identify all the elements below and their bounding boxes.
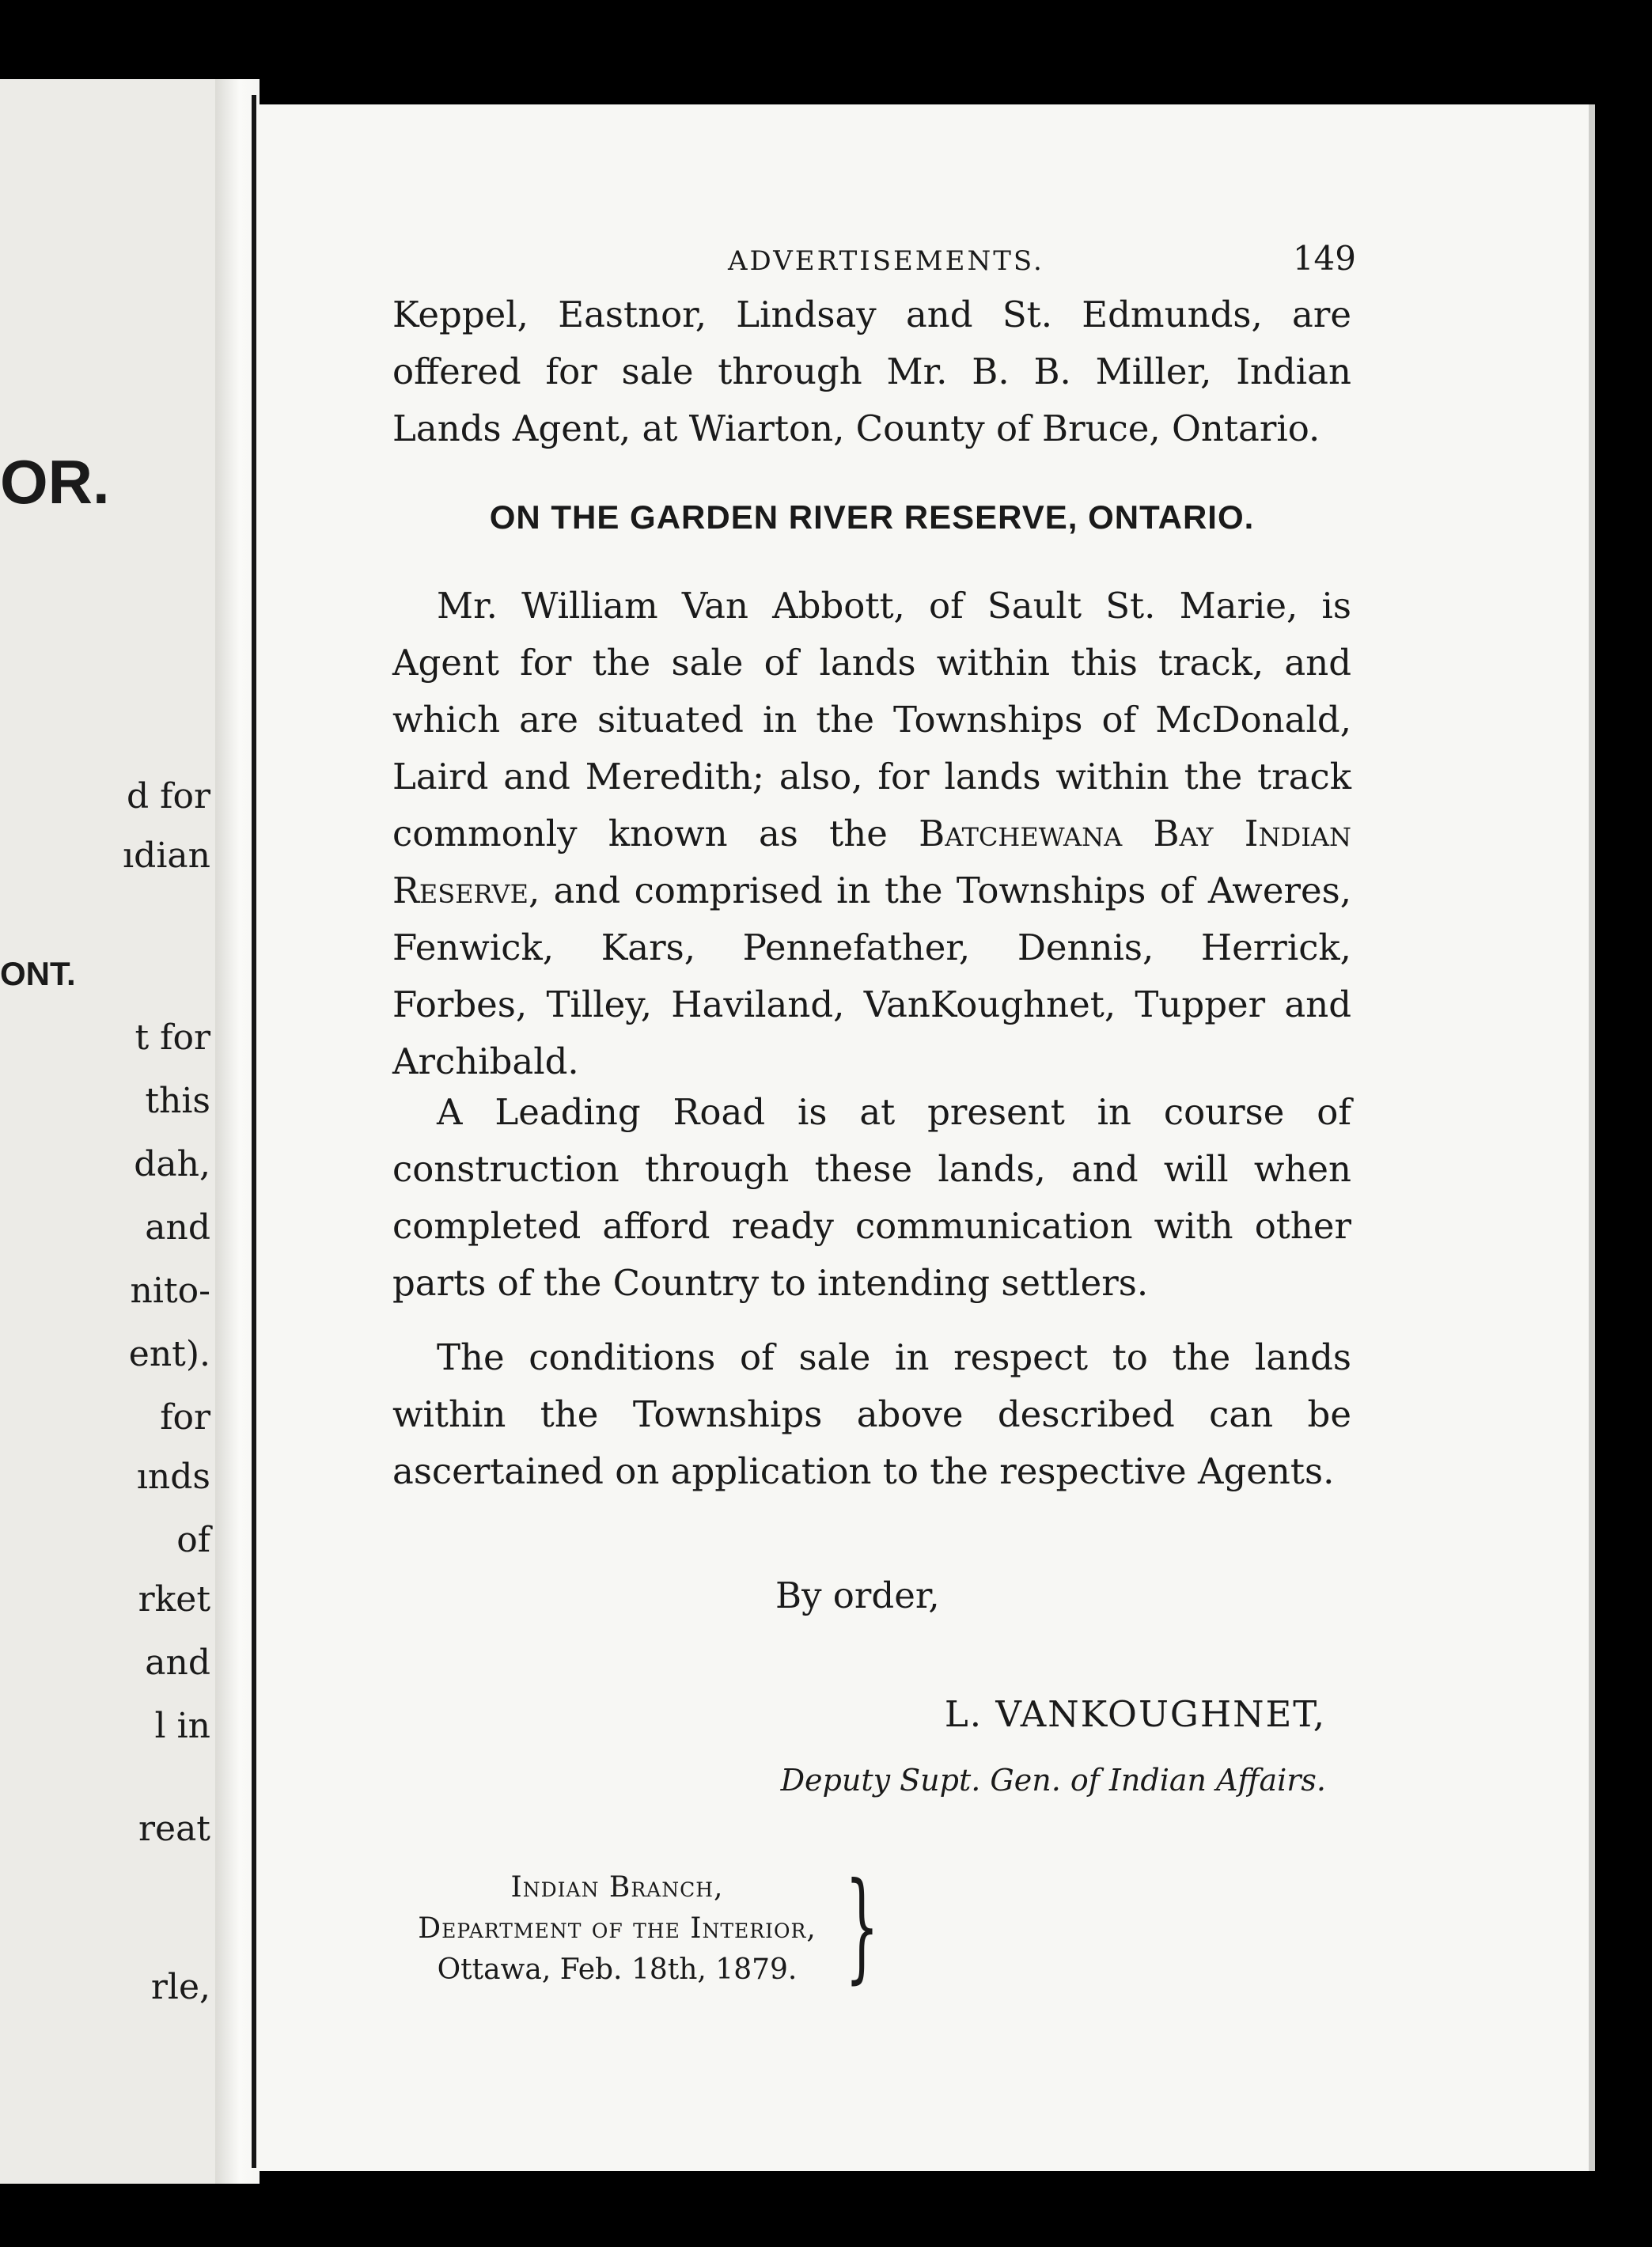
page-header (392, 237, 1356, 285)
signature-name: L. VANKOUGHNET, (944, 1693, 1326, 1735)
paragraph-conditions: The conditions of sale in respect to the lands within the Townships above described can be ascertained on application to the respective Agents. (392, 1336, 1351, 1492)
address-line-branch: Indian Branch, (510, 1871, 724, 1904)
paragraph-agent-text-b: , and comprised in the Townships of Aweres, Fenwick, Kars, Pennefather, Dennis, Herrick, Forbes, Tilley, Haviland, VanKoughnet, Tupper and Archibald. (392, 870, 1351, 1082)
by-order: By order, (775, 1574, 940, 1616)
facing-page-line: ONT. (0, 955, 76, 992)
address-brace: } (845, 1858, 879, 1995)
facing-page-line: of (176, 1520, 210, 1560)
facing-page-line: d for (127, 776, 210, 817)
facing-page-line: dah, (134, 1144, 210, 1184)
address-line-date: Ottawa, Feb. 18th, 1879. (437, 1953, 798, 1986)
facing-page-line: ıdian (123, 836, 210, 876)
address-block (388, 1867, 847, 1991)
facing-page-line: ınds (136, 1457, 210, 1497)
facing-page-line: ent). (128, 1334, 210, 1374)
facing-page-fragment (0, 79, 215, 2184)
page-edge (1589, 104, 1595, 2171)
facing-page-line: and (145, 1207, 210, 1248)
facing-page-line: reat (138, 1809, 210, 1849)
facing-page-line: OR. (0, 447, 110, 517)
facing-page-line: nito- (130, 1271, 210, 1311)
page-number: 149 (1292, 239, 1356, 278)
facing-page-line: t for (135, 1017, 210, 1058)
paragraph-agent (392, 578, 1351, 1090)
facing-page-line: rket (138, 1579, 210, 1620)
running-head: ADVERTISEMENTS. (728, 245, 1044, 277)
facing-page-line: for (160, 1397, 210, 1438)
facing-page-line: rle, (150, 1967, 210, 2007)
gutter-shadow-line (252, 95, 256, 2168)
facing-page-line: l in (154, 1706, 210, 1746)
section-heading: ON THE GARDEN RIVER RESERVE, ONTARIO. (489, 498, 1255, 536)
intro-paragraph: Keppel, Eastnor, Lindsay and St. Edmunds, are offered for sale through Mr. B. B. Miller, Indian Lands Agent, at Wiarton, County of Bruce, Ontario. (392, 294, 1351, 449)
paragraph-road: A Leading Road is at present in course of construction through these lands, and will when completed afford ready communication with other parts of the Country to intending settlers. (392, 1091, 1351, 1304)
facing-page-line: this (145, 1081, 210, 1121)
signature-title: Deputy Supt. Gen. of Indian Affairs. (780, 1763, 1326, 1798)
paragraph-agent-text-a: Mr. William Van Abbott, of Sault St. Marie, is Agent for the sale of lands within this track, and which are situated in the Townships of McDonald, Laird and Meredith; also, for lands within the track commonly known as the (392, 585, 1351, 854)
reserve-name: Batchewana Bay Indian Reserve (392, 813, 1351, 911)
address-line-department: Department of the Interior, (418, 1912, 817, 1945)
facing-page-line: and (145, 1643, 210, 1683)
